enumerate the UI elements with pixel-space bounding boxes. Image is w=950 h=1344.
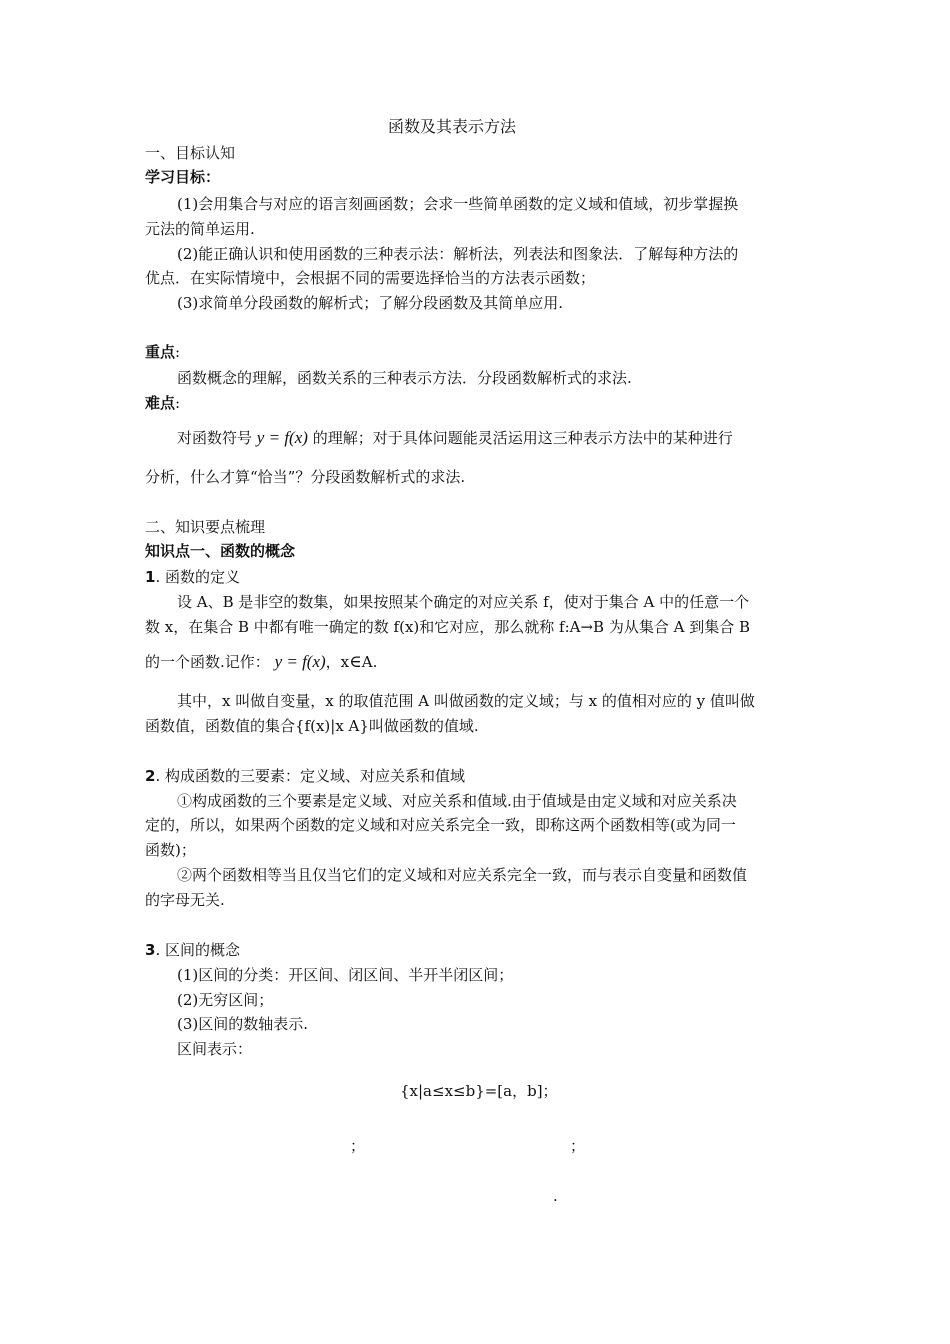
goal1-line2: 元法的简单运用. <box>145 220 255 238</box>
key-points-heading <box>145 342 180 362</box>
interval-item1: (1)区间的分类：开区间、闭区间、半开半闭区间； <box>177 966 514 984</box>
definition-line1: 设 A、B 是非空的数集，如果按照某个确定的对应关系 f，使对于集合 A 中的任意一个 <box>177 593 750 611</box>
knowledge-point1-label: 知识点一、函数的概念 <box>145 542 296 560</box>
goal2-line2: 优点．在实际情境中，会根据不同的需要选择恰当的方法表示函数； <box>145 269 596 287</box>
goal3: (3)求简单分段函数的解析式；了解分段函数及其简单应用. <box>177 294 564 312</box>
semicolon-1: ； <box>350 1137 366 1155</box>
interval-item2: (2)无穷区间； <box>177 991 274 1009</box>
item3-number: 3 <box>145 941 156 959</box>
item2-title: . 构成函数的三要素：定义域、对应关系和值域 <box>155 767 465 785</box>
section-heading-knowledge: 二、知识要点梳理 <box>145 518 266 536</box>
definition-line5: 函数值，函数值的集合{f(x)|x A}叫做函数的值域. <box>145 717 479 735</box>
difficulty-line2: 分析，什么才算“恰当”？分段函数解析式的求法. <box>145 468 466 486</box>
definition-line4: 其中，x 叫做自变量，x 的取值范围 A 叫做函数的定义域；与 x 的值相对应的 y 值叫做 <box>177 692 755 710</box>
section-heading-goals: 一、目标认知 <box>145 144 236 162</box>
element-note1-line3: 函数)； <box>145 841 196 859</box>
item1-number: 1 <box>145 568 156 586</box>
difficulty-heading <box>145 393 180 413</box>
page-title: 函数及其表示方法 <box>388 117 517 136</box>
difficulty-colon: : <box>175 394 181 412</box>
key-points-colon: : <box>175 343 181 361</box>
element-note1-line2: 定的，所以，如果两个函数的定义域和对应关系完全一致，即称这两个函数相等(或为同一 <box>145 816 736 834</box>
item3-title: . 区间的概念 <box>155 941 240 959</box>
difficulty-prefix: 对函数符号 <box>177 429 253 447</box>
item1-heading <box>145 567 240 587</box>
item3-heading <box>145 940 240 960</box>
definition-line3-prefix: 的一个函数.记作： <box>145 653 270 671</box>
definition-line3-suffix: A. <box>361 653 378 671</box>
difficulty-line1 <box>177 428 733 448</box>
element-of-symbol: ∈ <box>349 652 362 672</box>
closed-interval-formula: {x|a≤x≤b}=[a，b]； <box>400 1082 558 1100</box>
element-note2-line1: ②两个函数相等当且仅当它们的定义域和对应关系完全一致，而与表示自变量和函数值 <box>177 866 748 884</box>
function-notation-formula: y = f(x) <box>256 428 308 447</box>
item2-heading <box>145 766 465 786</box>
function-formula: y = f(x) <box>274 652 326 671</box>
element-note1-line1: ①构成函数的三个要素是定义域、对应关系和值域.由于值域是由定义域和对应关系决 <box>177 792 737 810</box>
goals-label: 学习目标： <box>145 168 221 186</box>
goal1-line1: (1)会用集合与对应的语言刻画函数；会求一些简单函数的定义域和值域，初步掌握换 <box>177 195 739 213</box>
key-points-label: 重点 <box>145 343 176 361</box>
key-points-text: 函数概念的理解，函数关系的三种表示方法．分段函数解析式的求法. <box>177 369 632 387</box>
goal2-line1: (2)能正确认识和使用函数的三种表示法：解析法，列表法和图象法．了解每种方法的 <box>177 245 739 263</box>
period-mark: . <box>553 1187 558 1205</box>
semicolon-2: ； <box>570 1137 586 1155</box>
interval-item3: (3)区间的数轴表示. <box>177 1015 309 1033</box>
definition-line2: 数 x，在集合 B 中都有唯一确定的数 f(x)和它对应，那么就称 f:A→B 为从集合 A 到集合 B <box>145 618 750 636</box>
item2-number: 2 <box>145 767 156 785</box>
definition-line3-mid: ，x <box>325 653 350 671</box>
item1-title: . 函数的定义 <box>155 568 240 586</box>
definition-line3 <box>145 652 377 672</box>
difficulty-suffix: 的理解；对于具体问题能灵活运用这三种表示方法中的某种进行 <box>312 429 733 447</box>
element-note2-line2: 的字母无关. <box>145 891 225 909</box>
interval-representation-label: 区间表示： <box>177 1040 253 1058</box>
difficulty-label: 难点 <box>145 394 176 412</box>
